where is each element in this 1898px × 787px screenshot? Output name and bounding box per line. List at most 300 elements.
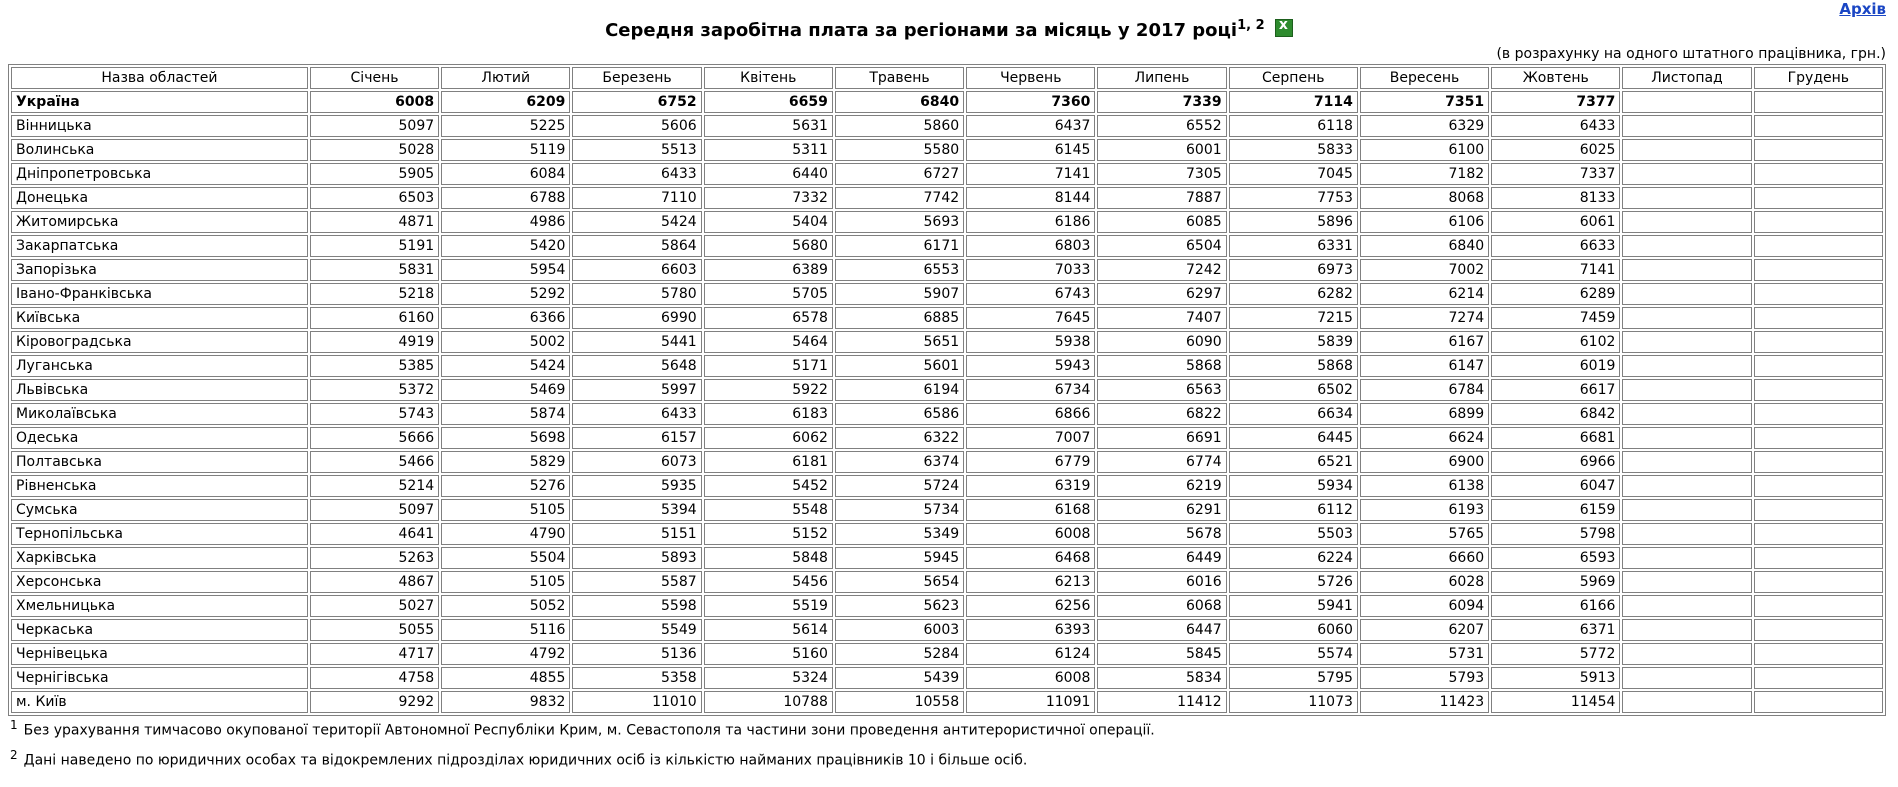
value-cell: 6440	[704, 163, 833, 185]
value-cell: 7742	[835, 187, 964, 209]
table-row	[11, 283, 1883, 305]
table-row	[11, 619, 1883, 641]
value-cell: 11091	[966, 691, 1095, 713]
value-cell	[1754, 523, 1883, 545]
value-cell: 5831	[310, 259, 439, 281]
value-cell: 6445	[1229, 427, 1358, 449]
value-cell: 5513	[572, 139, 701, 161]
value-cell: 6214	[1360, 283, 1489, 305]
value-cell: 6624	[1360, 427, 1489, 449]
value-cell: 6503	[310, 187, 439, 209]
table-row	[11, 187, 1883, 209]
value-cell	[1622, 307, 1751, 329]
value-cell: 6181	[704, 451, 833, 473]
value-cell: 5833	[1229, 139, 1358, 161]
value-cell: 6008	[966, 523, 1095, 545]
column-header: Березень	[572, 67, 701, 89]
table-row	[11, 691, 1883, 713]
value-cell: 6224	[1229, 547, 1358, 569]
value-cell: 6779	[966, 451, 1095, 473]
value-cell: 9832	[441, 691, 570, 713]
value-cell: 6393	[966, 619, 1095, 641]
value-cell: 7360	[966, 91, 1095, 113]
value-cell: 6025	[1491, 139, 1620, 161]
value-cell: 5945	[835, 547, 964, 569]
value-cell: 5601	[835, 355, 964, 377]
value-cell: 6124	[966, 643, 1095, 665]
value-cell: 7274	[1360, 307, 1489, 329]
value-cell: 5848	[704, 547, 833, 569]
value-cell	[1622, 187, 1751, 209]
value-cell: 6060	[1229, 619, 1358, 641]
value-cell: 5441	[572, 331, 701, 353]
value-cell: 6061	[1491, 211, 1620, 233]
value-cell	[1622, 259, 1751, 281]
value-cell: 5839	[1229, 331, 1358, 353]
value-cell: 7377	[1491, 91, 1620, 113]
value-cell: 6468	[966, 547, 1095, 569]
table-row	[11, 331, 1883, 353]
value-cell: 6752	[572, 91, 701, 113]
table-row	[11, 91, 1883, 113]
value-cell: 5404	[704, 211, 833, 233]
value-cell: 6371	[1491, 619, 1620, 641]
value-cell	[1754, 355, 1883, 377]
value-cell: 6160	[310, 307, 439, 329]
value-cell: 5698	[441, 427, 570, 449]
value-cell	[1622, 355, 1751, 377]
value-cell	[1754, 211, 1883, 233]
value-cell: 6447	[1097, 619, 1226, 641]
value-cell: 5654	[835, 571, 964, 593]
value-cell: 6990	[572, 307, 701, 329]
value-cell	[1754, 499, 1883, 521]
value-cell: 5420	[441, 235, 570, 257]
value-cell: 10788	[704, 691, 833, 713]
value-cell: 5743	[310, 403, 439, 425]
value-cell: 6634	[1229, 403, 1358, 425]
value-cell: 5171	[704, 355, 833, 377]
value-cell: 5151	[572, 523, 701, 545]
value-cell: 7645	[966, 307, 1095, 329]
value-cell	[1622, 283, 1751, 305]
value-cell: 6691	[1097, 427, 1226, 449]
value-cell: 7141	[1491, 259, 1620, 281]
value-cell: 11010	[572, 691, 701, 713]
value-cell: 5225	[441, 115, 570, 137]
value-cell	[1754, 643, 1883, 665]
region-name-cell: Миколаївська	[11, 403, 308, 425]
value-cell	[1622, 91, 1751, 113]
value-cell	[1754, 403, 1883, 425]
value-cell: 6727	[835, 163, 964, 185]
value-cell: 5469	[441, 379, 570, 401]
value-cell: 5028	[310, 139, 439, 161]
value-cell: 5284	[835, 643, 964, 665]
value-cell: 6433	[572, 403, 701, 425]
value-cell	[1754, 187, 1883, 209]
value-cell: 7332	[704, 187, 833, 209]
value-cell: 4792	[441, 643, 570, 665]
value-cell: 6219	[1097, 475, 1226, 497]
value-cell: 6145	[966, 139, 1095, 161]
column-header: Січень	[310, 67, 439, 89]
value-cell: 6062	[704, 427, 833, 449]
value-cell: 6633	[1491, 235, 1620, 257]
value-cell	[1754, 235, 1883, 257]
value-cell	[1754, 307, 1883, 329]
value-cell: 5105	[441, 571, 570, 593]
region-name-cell: Сумська	[11, 499, 308, 521]
value-cell: 6008	[966, 667, 1095, 689]
value-cell: 6084	[441, 163, 570, 185]
region-name-cell: Львівська	[11, 379, 308, 401]
value-cell: 4871	[310, 211, 439, 233]
table-row	[11, 163, 1883, 185]
value-cell	[1622, 235, 1751, 257]
value-cell: 6433	[1491, 115, 1620, 137]
value-cell: 6617	[1491, 379, 1620, 401]
value-cell: 6774	[1097, 451, 1226, 473]
table-row	[11, 547, 1883, 569]
column-header: Вересень	[1360, 67, 1489, 89]
region-name-cell: Волинська	[11, 139, 308, 161]
value-cell: 5394	[572, 499, 701, 521]
value-cell: 7242	[1097, 259, 1226, 281]
value-cell: 5311	[704, 139, 833, 161]
value-cell: 5623	[835, 595, 964, 617]
value-cell: 11412	[1097, 691, 1226, 713]
value-cell: 5905	[310, 163, 439, 185]
region-name-cell: Чернігівська	[11, 667, 308, 689]
value-cell: 6433	[572, 163, 701, 185]
region-name-cell: Полтавська	[11, 451, 308, 473]
value-cell: 5218	[310, 283, 439, 305]
value-cell: 6102	[1491, 331, 1620, 353]
value-cell: 11423	[1360, 691, 1489, 713]
value-cell: 5055	[310, 619, 439, 641]
value-cell: 6866	[966, 403, 1095, 425]
value-cell	[1622, 595, 1751, 617]
region-name-cell: Чернівецька	[11, 643, 308, 665]
value-cell: 6552	[1097, 115, 1226, 137]
value-cell: 6047	[1491, 475, 1620, 497]
footnote	[10, 743, 1155, 773]
value-cell	[1622, 691, 1751, 713]
value-cell: 7141	[966, 163, 1095, 185]
value-cell: 5724	[835, 475, 964, 497]
region-name-cell: м. Київ	[11, 691, 308, 713]
value-cell: 6803	[966, 235, 1095, 257]
value-cell: 5631	[704, 115, 833, 137]
value-cell: 6118	[1229, 115, 1358, 137]
value-cell	[1754, 139, 1883, 161]
region-name-cell: Вінницька	[11, 115, 308, 137]
value-cell: 6389	[704, 259, 833, 281]
value-cell: 5152	[704, 523, 833, 545]
value-cell: 5452	[704, 475, 833, 497]
value-cell: 7215	[1229, 307, 1358, 329]
value-cell: 8068	[1360, 187, 1489, 209]
value-cell	[1622, 139, 1751, 161]
region-name-cell: Одеська	[11, 427, 308, 449]
value-cell: 5052	[441, 595, 570, 617]
value-cell	[1754, 667, 1883, 689]
value-cell	[1622, 163, 1751, 185]
title-text: Середня заробітна плата за регіонами за місяць у 2017 році	[605, 20, 1238, 41]
value-cell: 5614	[704, 619, 833, 641]
value-cell: 6166	[1491, 595, 1620, 617]
value-cell: 6681	[1491, 427, 1620, 449]
table-row	[11, 475, 1883, 497]
table-row	[11, 139, 1883, 161]
value-cell: 5214	[310, 475, 439, 497]
value-cell: 5324	[704, 667, 833, 689]
value-cell: 5439	[835, 667, 964, 689]
value-cell	[1754, 571, 1883, 593]
table-row	[11, 667, 1883, 689]
value-cell: 6788	[441, 187, 570, 209]
value-cell: 5734	[835, 499, 964, 521]
salary-table	[8, 64, 1886, 716]
value-cell: 6586	[835, 403, 964, 425]
value-cell: 5598	[572, 595, 701, 617]
value-cell: 6186	[966, 211, 1095, 233]
value-cell: 6147	[1360, 355, 1489, 377]
value-cell: 6100	[1360, 139, 1489, 161]
value-cell: 5834	[1097, 667, 1226, 689]
region-name-cell: Херсонська	[11, 571, 308, 593]
value-cell: 5119	[441, 139, 570, 161]
value-cell: 6028	[1360, 571, 1489, 593]
value-cell: 5097	[310, 499, 439, 521]
value-cell: 5922	[704, 379, 833, 401]
value-cell: 4717	[310, 643, 439, 665]
value-cell	[1622, 667, 1751, 689]
region-name-cell: Луганська	[11, 355, 308, 377]
value-cell: 8144	[966, 187, 1095, 209]
value-cell: 6840	[835, 91, 964, 113]
value-cell: 6207	[1360, 619, 1489, 641]
value-cell: 7182	[1360, 163, 1489, 185]
value-cell: 6073	[572, 451, 701, 473]
value-cell: 6900	[1360, 451, 1489, 473]
value-cell: 6094	[1360, 595, 1489, 617]
value-cell: 5934	[1229, 475, 1358, 497]
value-cell: 7033	[966, 259, 1095, 281]
value-cell: 5606	[572, 115, 701, 137]
value-cell: 6016	[1097, 571, 1226, 593]
value-cell: 5693	[835, 211, 964, 233]
value-cell: 5793	[1360, 667, 1489, 689]
value-cell: 6168	[966, 499, 1095, 521]
archive-link[interactable]: Архів	[1839, 0, 1886, 18]
value-cell: 6366	[441, 307, 570, 329]
value-cell: 5651	[835, 331, 964, 353]
region-name-cell: Рівненська	[11, 475, 308, 497]
footnotes	[10, 713, 1155, 772]
value-cell	[1754, 451, 1883, 473]
value-cell: 5372	[310, 379, 439, 401]
value-cell: 6329	[1360, 115, 1489, 137]
value-cell: 6660	[1360, 547, 1489, 569]
value-cell: 7007	[966, 427, 1095, 449]
value-cell: 5913	[1491, 667, 1620, 689]
value-cell: 6603	[572, 259, 701, 281]
value-cell: 5874	[441, 403, 570, 425]
table-row	[11, 499, 1883, 521]
value-cell: 5160	[704, 643, 833, 665]
value-cell: 6001	[1097, 139, 1226, 161]
table-row	[11, 115, 1883, 137]
value-cell	[1622, 571, 1751, 593]
value-cell: 5580	[835, 139, 964, 161]
value-cell: 6209	[441, 91, 570, 113]
value-cell: 6553	[835, 259, 964, 281]
footnote-mark: 2	[10, 747, 18, 762]
value-cell	[1622, 403, 1751, 425]
value-cell: 5997	[572, 379, 701, 401]
footnote-mark: 1	[10, 718, 18, 732]
value-cell: 6003	[835, 619, 964, 641]
value-cell: 5027	[310, 595, 439, 617]
value-cell: 5292	[441, 283, 570, 305]
value-cell: 10558	[835, 691, 964, 713]
value-cell: 11454	[1491, 691, 1620, 713]
units-note: (в розрахунку на одного штатного працівника, грн.)	[1496, 46, 1886, 62]
value-cell	[1754, 475, 1883, 497]
value-cell: 4855	[441, 667, 570, 689]
value-cell: 6085	[1097, 211, 1226, 233]
column-header: Назва областей	[11, 67, 308, 89]
value-cell: 5941	[1229, 595, 1358, 617]
value-cell	[1754, 619, 1883, 641]
region-name-cell: Тернопільська	[11, 523, 308, 545]
column-header: Лютий	[441, 67, 570, 89]
value-cell	[1754, 115, 1883, 137]
value-cell: 5097	[310, 115, 439, 137]
table-row	[11, 643, 1883, 665]
column-header: Жовтень	[1491, 67, 1620, 89]
value-cell	[1622, 211, 1751, 233]
value-cell: 6502	[1229, 379, 1358, 401]
value-cell: 7002	[1360, 259, 1489, 281]
value-cell: 5907	[835, 283, 964, 305]
column-header: Червень	[966, 67, 1095, 89]
column-header: Липень	[1097, 67, 1226, 89]
value-cell: 5860	[835, 115, 964, 137]
region-name-cell: Запорізька	[11, 259, 308, 281]
value-cell	[1754, 163, 1883, 185]
value-cell: 5548	[704, 499, 833, 521]
value-cell: 6743	[966, 283, 1095, 305]
value-cell: 5864	[572, 235, 701, 257]
value-cell: 5868	[1097, 355, 1226, 377]
value-cell: 5935	[572, 475, 701, 497]
value-cell	[1622, 115, 1751, 137]
value-cell: 5504	[441, 547, 570, 569]
page-title	[0, 18, 1898, 41]
value-cell: 5845	[1097, 643, 1226, 665]
value-cell: 6194	[835, 379, 964, 401]
value-cell: 6256	[966, 595, 1095, 617]
value-cell: 6193	[1360, 499, 1489, 521]
value-cell: 5798	[1491, 523, 1620, 545]
value-cell: 6659	[704, 91, 833, 113]
value-cell: 5772	[1491, 643, 1620, 665]
value-cell: 6437	[966, 115, 1095, 137]
value-cell: 5358	[572, 667, 701, 689]
table-row	[11, 595, 1883, 617]
value-cell: 6374	[835, 451, 964, 473]
value-cell: 6504	[1097, 235, 1226, 257]
table-row	[11, 403, 1883, 425]
value-cell: 6106	[1360, 211, 1489, 233]
value-cell: 5519	[704, 595, 833, 617]
value-cell: 6289	[1491, 283, 1620, 305]
value-cell	[1754, 379, 1883, 401]
value-cell: 5678	[1097, 523, 1226, 545]
value-cell: 6008	[310, 91, 439, 113]
value-cell: 5680	[704, 235, 833, 257]
value-cell: 7339	[1097, 91, 1226, 113]
value-cell: 5136	[572, 643, 701, 665]
table-row	[11, 259, 1883, 281]
value-cell: 6319	[966, 475, 1095, 497]
footnote-text: Без урахування тимчасово окупованої території Автономної Республіки Крим, м. Севастополя та частини зони проведення антитерористичної операції.	[23, 722, 1155, 739]
value-cell: 5893	[572, 547, 701, 569]
value-cell: 5705	[704, 283, 833, 305]
footnote-text: Дані наведено по юридичних особах та відокремлених підрозділах юридичних осіб із кількістю найманих працівників 10 і більше осіб.	[23, 752, 1028, 769]
value-cell: 5666	[310, 427, 439, 449]
value-cell: 6157	[572, 427, 701, 449]
value-cell: 6563	[1097, 379, 1226, 401]
value-cell: 4986	[441, 211, 570, 233]
table-row	[11, 307, 1883, 329]
value-cell: 5456	[704, 571, 833, 593]
value-cell: 6019	[1491, 355, 1620, 377]
region-name-cell: Дніпропетровська	[11, 163, 308, 185]
value-cell: 7459	[1491, 307, 1620, 329]
excel-icon[interactable]	[1275, 19, 1293, 37]
value-cell: 5549	[572, 619, 701, 641]
value-cell: 6593	[1491, 547, 1620, 569]
value-cell	[1622, 451, 1751, 473]
value-cell: 6090	[1097, 331, 1226, 353]
value-cell	[1622, 523, 1751, 545]
value-cell: 5574	[1229, 643, 1358, 665]
value-cell: 6138	[1360, 475, 1489, 497]
salary-table-container	[8, 64, 1886, 716]
value-cell: 5896	[1229, 211, 1358, 233]
table-row	[11, 211, 1883, 233]
value-cell	[1622, 475, 1751, 497]
table-row	[11, 451, 1883, 473]
value-cell: 5385	[310, 355, 439, 377]
value-cell: 6171	[835, 235, 964, 257]
value-cell: 5503	[1229, 523, 1358, 545]
value-cell: 5868	[1229, 355, 1358, 377]
value-cell: 7351	[1360, 91, 1489, 113]
value-cell: 6973	[1229, 259, 1358, 281]
value-cell: 6966	[1491, 451, 1620, 473]
value-cell: 4790	[441, 523, 570, 545]
value-cell	[1622, 379, 1751, 401]
value-cell: 6734	[966, 379, 1095, 401]
value-cell: 6784	[1360, 379, 1489, 401]
table-row	[11, 355, 1883, 377]
value-cell	[1754, 427, 1883, 449]
